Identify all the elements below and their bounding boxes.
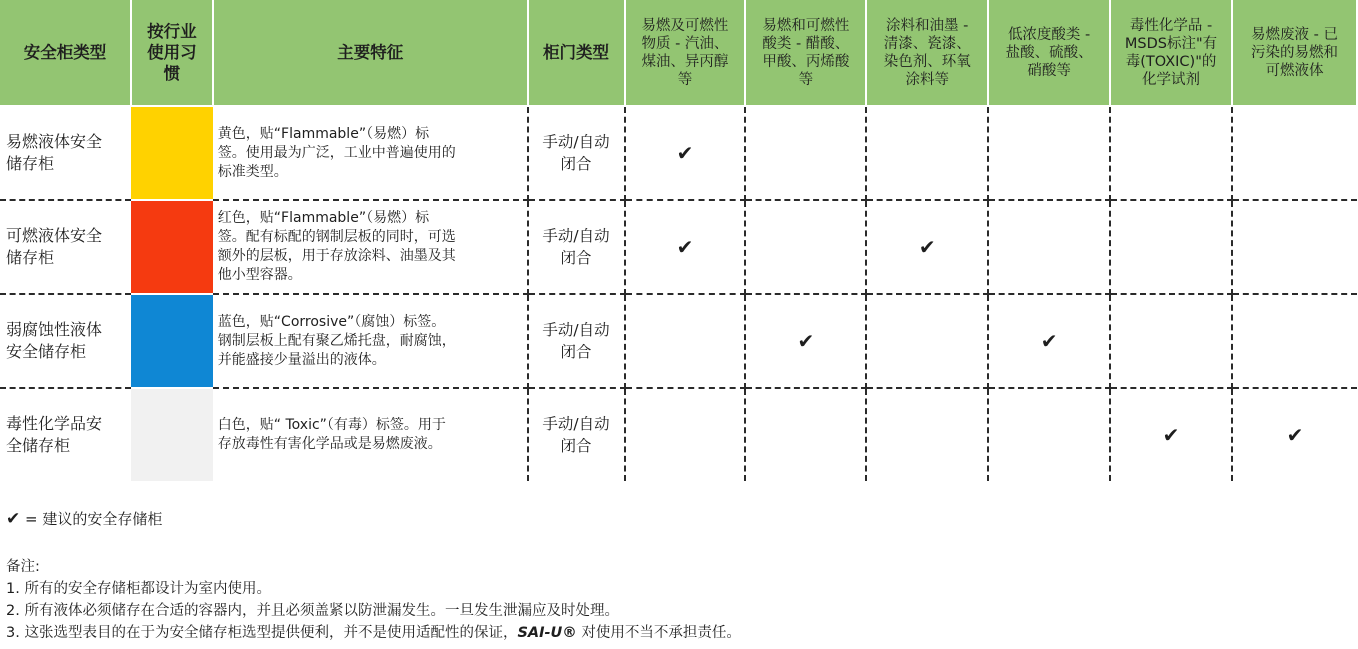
header-label: 使用习 [147,43,197,62]
header-label: 惯 [163,64,181,83]
legend-text: = 建议的安全存储柜 [25,510,163,528]
feature-text: 额外的层板，用于存放涂料、油墨及其 [217,248,456,264]
color-swatch [131,388,213,481]
recommendation-cell-flammable [625,106,746,200]
recommendation-cell-lowacid [988,294,1110,388]
feature-cell [213,294,528,388]
door-type-text: 闭合 [560,249,592,267]
cabinet-type-text: 毒性化学品安 [6,414,103,433]
cabinet-type-text: 储存柜 [6,248,55,267]
feature-text: 存放毒性有害化学品或是易燃废液。 [217,436,442,452]
recommendation-cell-acids [745,388,866,481]
header-label: 盐酸、硫酸、 [1005,44,1093,61]
header-label: 化学试剂 [1142,71,1201,88]
header-label: 涂料和油墨 - [886,17,969,34]
checkmark-icon: ✔ [676,235,694,259]
header-label: 易燃和可燃性 [762,17,850,34]
header-label: 物质 - 汽油、 [641,35,729,52]
recommendation-cell-acids [745,106,866,200]
cabinet-type-text: 弱腐蚀性液体 [6,320,103,339]
recommendation-cell-waste [1232,200,1357,294]
feature-text: 标准类型。 [217,163,288,180]
door-type-cell [528,106,625,200]
header-type [0,0,131,106]
recommendation-cell-flammable [625,388,746,481]
feature-text: 黄色，贴“Flammable”（易燃）标 [217,125,430,142]
feature-cell [213,388,528,481]
header-label: 污染的易燃和 [1251,44,1338,61]
cabinet-type-cell [0,388,131,481]
recommendation-cell-paints [866,388,988,481]
header-door [528,0,625,106]
door-type-text: 手动/自动 [542,133,610,151]
recommendation-cell-lowacid [988,200,1110,294]
recommendation-cell-flammable [625,200,746,294]
checkmark-icon: ✔ [797,329,815,353]
feature-text: 并能盛接少量溢出的液体。 [217,351,386,368]
feature-text: 签。使用最为广泛，工业中普遍使用的 [217,144,456,161]
door-type-cell [528,200,625,294]
note-text: 3. 这张选型表目的在于为安全储存柜选型提供便利，并不是使用适配性的保证， [6,625,518,641]
brand-name: SAI-U® [517,625,577,641]
recommendation-cell-paints [866,106,988,200]
feature-text: 蓝色，贴“Corrosive”（腐蚀）标签。 [217,313,446,330]
color-swatch [131,294,213,388]
feature-text: 钢制层板上配有聚乙烯托盘，耐腐蚀， [217,332,456,349]
checkmark-icon: ✔ [676,141,694,165]
header-lowacid [988,0,1110,106]
header-label: 煤油、异丙醇 [641,53,729,70]
recommendation-cell-toxic [1110,388,1232,481]
recommendation-cell-waste [1232,106,1357,200]
header-waste [1232,0,1357,106]
recommendation-cell-waste [1232,388,1357,481]
door-type-text: 手动/自动 [542,321,610,339]
recommendation-cell-lowacid [988,106,1110,200]
door-type-text: 手动/自动 [542,227,610,245]
table-header-row [0,0,1357,106]
header-label: 低浓度酸类 - [1007,26,1091,43]
header-label: 涂料等 [905,71,949,88]
table-row [0,200,1357,294]
feature-text: 他小型容器。 [217,267,302,283]
cabinet-type-text: 可燃液体安全 [6,226,103,245]
header-label: 主要特征 [337,43,404,62]
cabinet-type-text: 易燃液体安全 [6,132,103,151]
header-acids [745,0,866,106]
cabinet-type-text: 全储存柜 [6,436,71,455]
door-type-text: 闭合 [560,437,592,455]
header-feature [213,0,528,106]
table-row [0,388,1357,481]
notes [6,556,741,644]
feature-text: 红色，贴“Flammable”（易燃）标 [217,210,430,226]
header-label: 可燃液体 [1265,62,1324,79]
header-paints [866,0,988,106]
header-label: 毒(TOXIC)"的 [1125,53,1217,70]
color-swatch [131,106,213,200]
feature-text: 白色，贴“ Toxic”（有毒）标签。用于 [217,417,446,433]
header-label: 毒性化学品 - [1129,17,1213,34]
header-label: 等 [798,71,814,88]
cabinet-type-cell [0,200,131,294]
recommendation-cell-paints [866,294,988,388]
legend [6,508,162,530]
checkmark-icon: ✔ [918,235,936,259]
recommendation-cell-paints [866,200,988,294]
cabinet-type-cell [0,294,131,388]
recommendation-cell-toxic [1110,200,1232,294]
header-label: 安全柜类型 [23,43,107,62]
header-label: 酸类 - 醋酸、 [762,35,850,52]
checkmark-icon: ✔ [6,509,21,529]
recommendation-cell-flammable [625,294,746,388]
feature-cell [213,106,528,200]
door-type-cell [528,388,625,481]
header-flammable [625,0,746,106]
note-item: 1. 所有的安全存储柜都设计为室内使用。 [6,581,271,597]
note-disclaimer: 对使用不当不承担责任。 [576,625,741,641]
cabinet-type-text: 储存柜 [6,154,55,173]
header-habit [131,0,213,106]
notes-title: 备注: [6,559,40,575]
door-type-text: 手动/自动 [542,415,610,433]
checkmark-icon: ✔ [1162,423,1180,447]
door-type-text: 闭合 [560,155,592,173]
header-label: 硝酸等 [1027,62,1071,79]
checkmark-icon: ✔ [1040,329,1058,353]
header-label: MSDS标注"有 [1124,35,1218,52]
color-swatch [131,200,213,294]
cabinet-type-cell [0,106,131,200]
header-label: 易燃废液 - 已 [1251,26,1338,43]
header-label: 染色剂、环氧 [883,53,971,70]
door-type-text: 闭合 [560,343,592,361]
recommendation-cell-toxic [1110,106,1232,200]
door-type-cell [528,294,625,388]
table-row [0,294,1357,388]
recommendation-cell-toxic [1110,294,1232,388]
header-label: 等 [677,71,693,88]
header-label: 甲酸、丙烯酸 [762,53,850,70]
recommendation-cell-lowacid [988,388,1110,481]
table-row [0,106,1357,200]
feature-text: 签。配有标配的钢制层板的同时，可选 [217,229,456,245]
note-item [6,622,741,644]
feature-cell [213,200,528,294]
header-label: 按行业 [147,22,197,41]
cabinet-type-text: 安全储存柜 [6,342,87,361]
header-label: 易燃及可燃性 [641,17,729,34]
note-item: 2. 所有液体必须储存在合适的容器内，并且必须盖紧以防泄漏发生。一旦发生泄漏应及时处理。 [6,603,619,619]
header-label: 柜门类型 [543,43,610,62]
header-label: 清漆、瓷漆、 [883,35,971,52]
recommendation-cell-waste [1232,294,1357,388]
checkmark-icon: ✔ [1286,423,1304,447]
recommendation-cell-acids [745,294,866,388]
header-toxic [1110,0,1232,106]
recommendation-cell-acids [745,200,866,294]
